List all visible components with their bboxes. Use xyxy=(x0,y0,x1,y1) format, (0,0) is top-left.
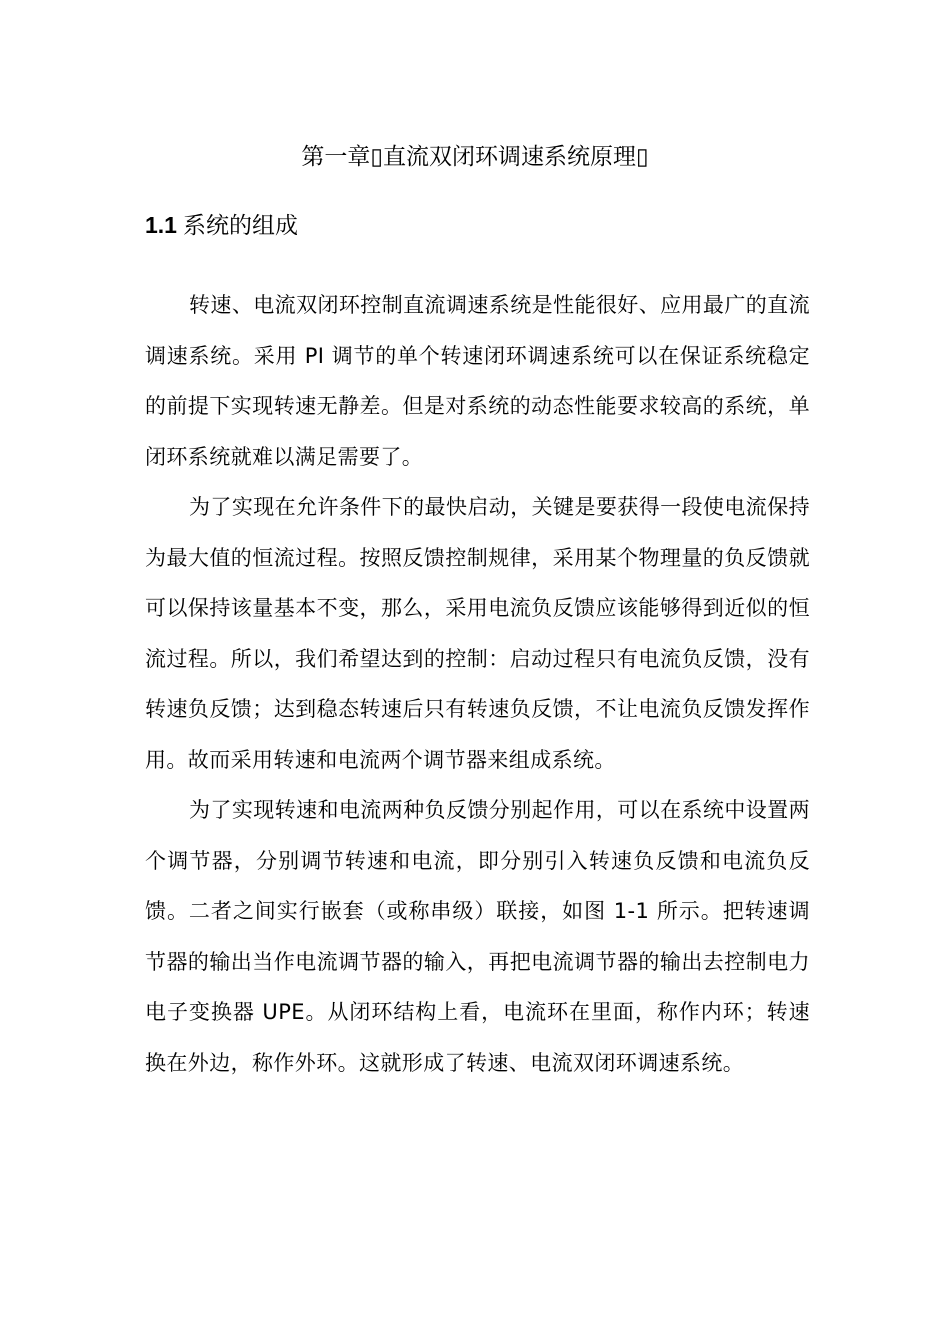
paragraph-1: 转速、电流双闭环控制直流调速系统是性能很好、应用最广的直流调速系统。采用 PI 调节的单个转速闭环调速系统可以在保证系统稳定的前提下实现转速无静差。但是对系统的动态性能要求较高的系统，单闭环系统就难以满足需要了。 xyxy=(145,293,810,469)
paragraph-3: 为了实现转速和电流两种负反馈分别起作用，可以在系统中设置两个调节器，分别调节转速和电流，即分别引入转速负反馈和电流负反馈。二者之间实行嵌套（或称串级）联接，如图 1-1 所示。把转速调节器的输出当作电流调节器的输入，再把电流调节器的输出去控制电力电子变换器 UPE。从闭环结构上看，电流环在里面，称作内环；转速换在外边，称作外环。这就形成了转速、电流双闭环调速系统。 xyxy=(145,798,810,1075)
section-number: 1.1 xyxy=(145,212,177,238)
body-text xyxy=(145,280,810,1088)
chapter-title: 第一章▯直流双闭环调速系统原理▯ xyxy=(301,144,649,170)
section-title: 系统的组成 xyxy=(182,213,298,239)
section-heading xyxy=(145,205,298,246)
paragraph-2: 为了实现在允许条件下的最快启动，关键是要获得一段使电流保持为最大值的恒流过程。按照反馈控制规律，采用某个物理量的负反馈就可以保持该量基本不变，那么，采用电流负反馈应该能够得到近似的恒流过程。所以，我们希望达到的控制：启动过程只有电流负反馈，没有转速负反馈；达到稳态转速后只有转速负反馈，不让电流负反馈发挥作用。故而采用转速和电流两个调节器来组成系统。 xyxy=(145,495,810,772)
